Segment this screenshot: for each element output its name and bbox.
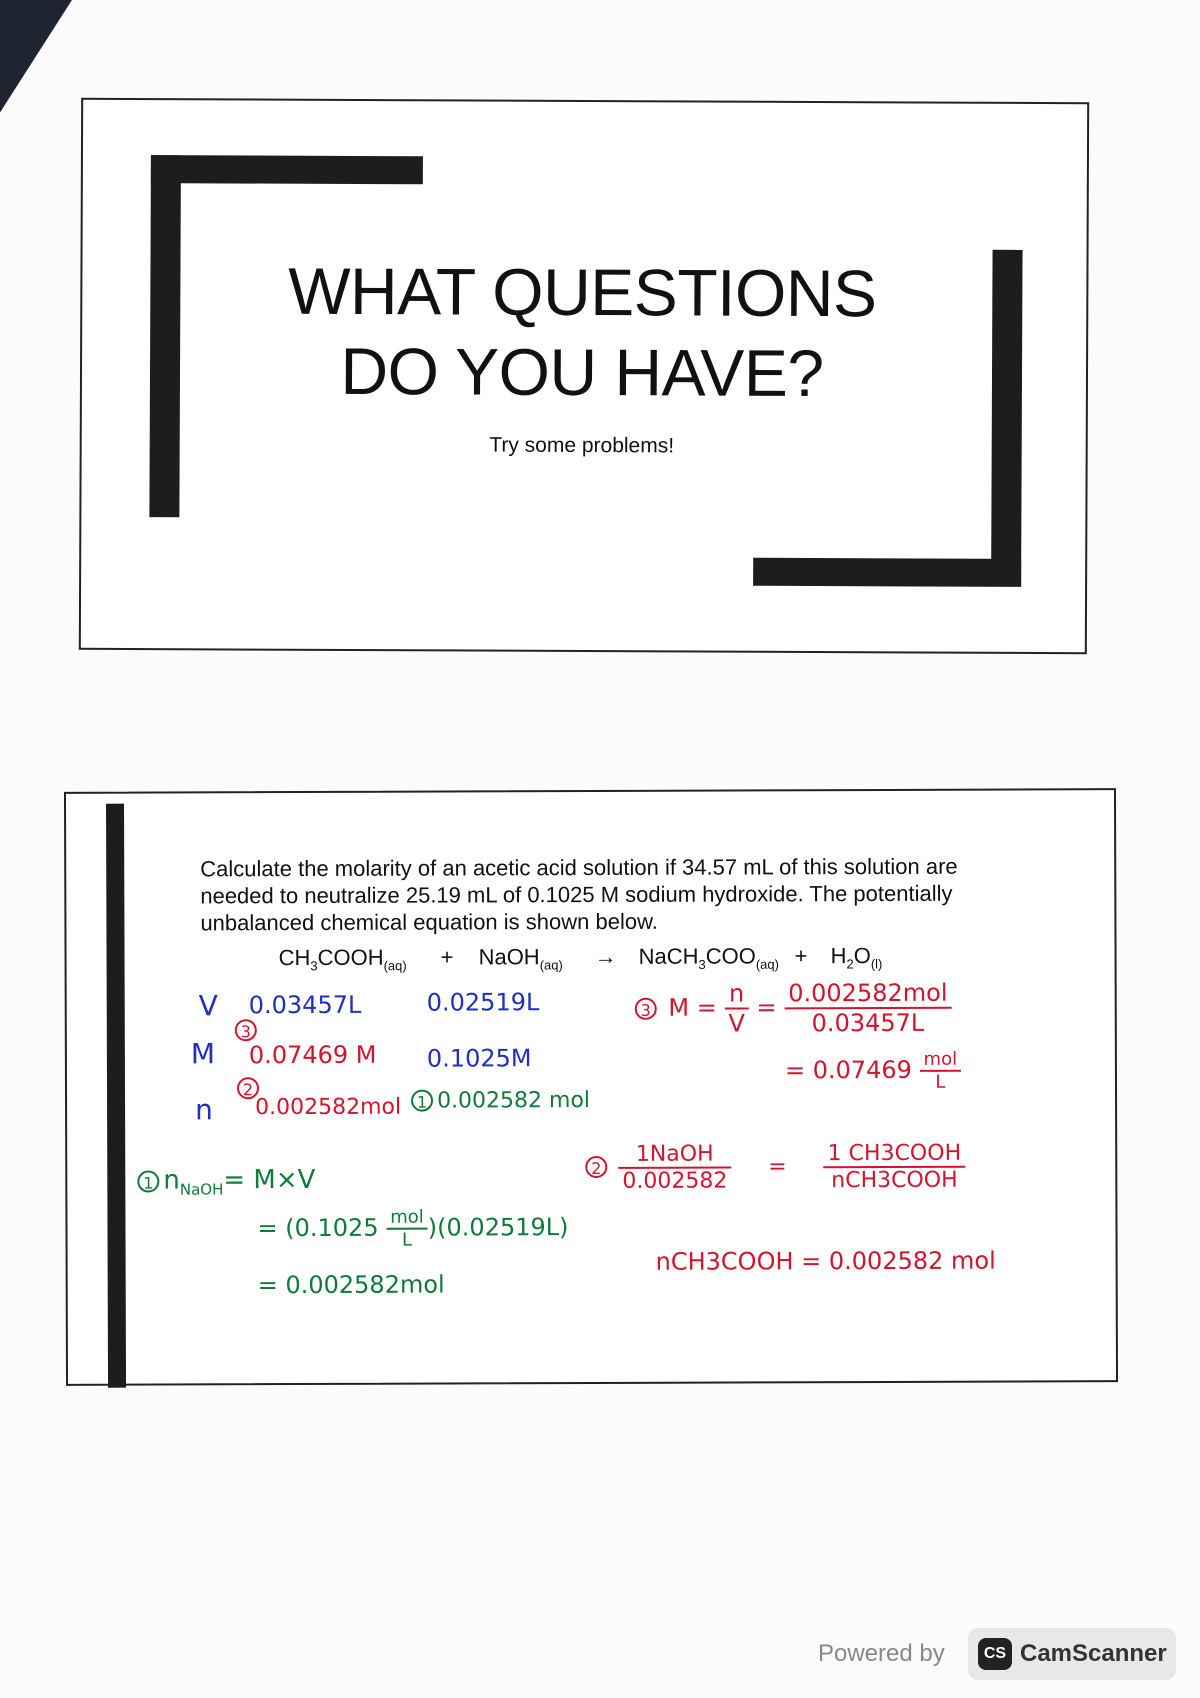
step-1-line-2: = (0.1025 $\frac{\text{mol}}{L}$ )(0.02519L) <box>257 1206 569 1251</box>
acid-molarity: 0.07469 M <box>248 1040 377 1070</box>
step-1-line-3: = 0.002582mol <box>257 1270 445 1300</box>
camscanner-watermark <box>818 1628 1180 1680</box>
bracket-right-side <box>991 250 1022 585</box>
slide-questions <box>79 98 1089 654</box>
step-3-calculation: 3 M = $\frac{n}{V}$ = $\frac{\text{0.002582mol}}{0.03457L}$ <box>635 979 952 1038</box>
reactant-acetic-acid: $CH_3COOH_{(aq)}$ <box>278 944 407 974</box>
base-volume: 0.02519L <box>426 988 540 1017</box>
step-3-marker: 3 <box>235 1019 261 1041</box>
camscanner-logo-icon: CS <box>978 1638 1012 1670</box>
base-molarity: 0.1025M <box>426 1044 532 1073</box>
camscanner-badge <box>968 1628 1176 1680</box>
base-moles: 1 0.002582 mol <box>411 1088 590 1114</box>
step-2-marker: 2 <box>237 1077 263 1099</box>
label-n: n <box>195 1093 213 1127</box>
camscanner-brand-name: CamScanner <box>1020 1640 1167 1667</box>
bracket-right-bottom <box>753 558 1021 587</box>
slide-title: WHAT QUESTIONS DO YOU HAVE? <box>288 253 877 411</box>
powered-by-text: Powered by <box>818 1640 945 1667</box>
slide-subtitle: Try some problems! <box>489 433 675 458</box>
plus-sign: + <box>794 943 808 969</box>
label-m: M <box>190 1037 216 1071</box>
product-water: $H_2O_{(l)}$ <box>830 943 883 972</box>
reaction-arrow: → <box>594 943 617 969</box>
acid-moles: 0.002582mol <box>255 1094 402 1121</box>
label-v: V <box>198 989 218 1023</box>
product-sodium-acetate: $NaCH_3COO_{(aq)}$ <box>638 943 779 973</box>
step-2-result: nCH3COOH = 0.002582 mol <box>655 1246 996 1276</box>
acid-volume: 0.03457L <box>248 990 362 1020</box>
bracket-left-side <box>149 155 181 517</box>
plus-sign: + <box>440 944 454 970</box>
slide-accent-bar <box>106 804 126 1388</box>
slide-problem <box>64 788 1118 1386</box>
problem-text: Calculate the molarity of an acetic acid solution if 34.57 mL of this solution are needed to neutralize 25.19 mL of 0.1025 M sodium hydroxide. The potentially unbalanced chemical equation is shown below. <box>200 853 958 936</box>
reactant-naoh: NaOH$_{(aq)}$ <box>478 944 563 973</box>
step-3-result: = 0.07469 $\frac{\text{mol}}{L}$ <box>785 1049 961 1094</box>
step-2-ratio: 2 $\frac{\text{1NaOH}}{0.002582}$ = $\frac{\text{1 CH3COOH}}{\text{nCH3COOH}}$ <box>585 1141 965 1194</box>
bracket-left-top <box>151 155 423 184</box>
step-1-line-1: 1 $n_{NaOH}= M\times V$ <box>137 1165 315 1199</box>
